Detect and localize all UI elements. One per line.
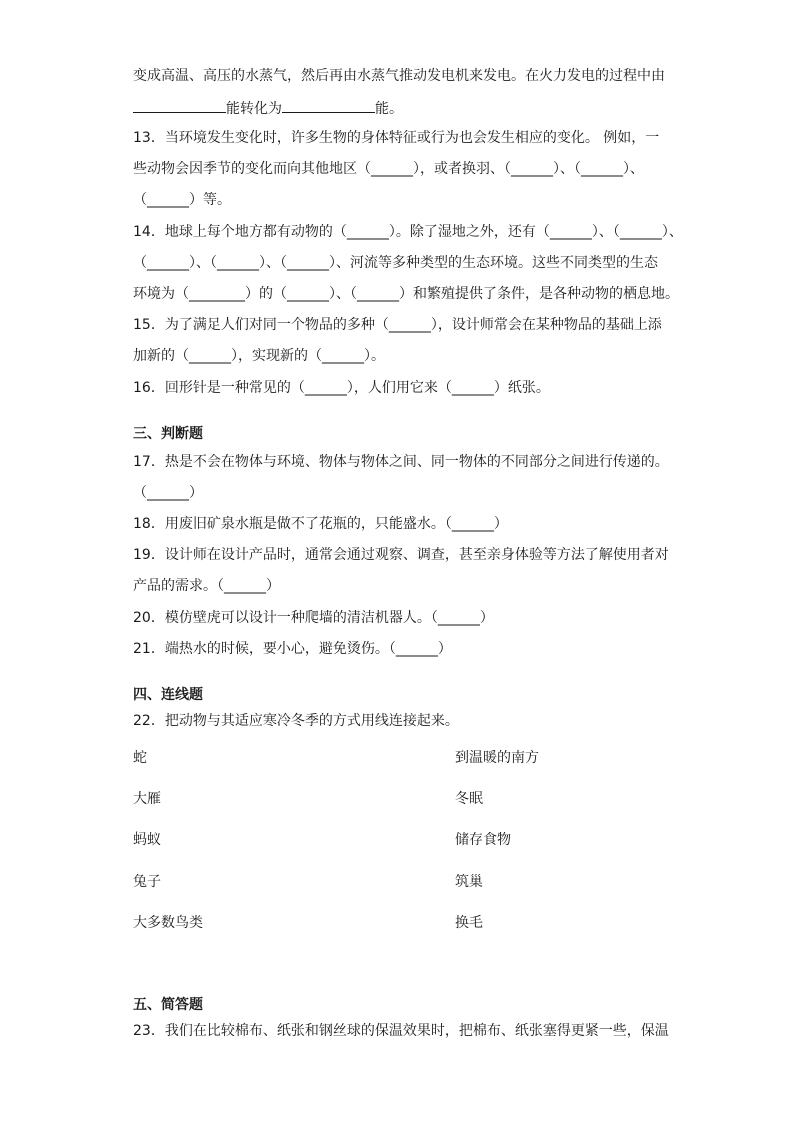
match-right-item[interactable]: 换毛	[455, 915, 483, 931]
question-line: 22．把动物与其适应寒冷冬季的方式用线连接起来。	[133, 713, 459, 729]
question-line: 产品的需求。（______）	[133, 578, 280, 594]
question-line: 23．我们在比较棉布、纸张和钢丝球的保温效果时，把棉布、纸张塞得更紧一些，保温	[133, 1023, 669, 1039]
answer-blank[interactable]	[282, 97, 375, 113]
question-line: （______）、（______）、（______）、河流等多种类型的生态环境。这些不同类型的生态	[133, 255, 658, 271]
question-line: 环境为（________）的（______）、（______）和繁殖提供了条件，是各种动物的栖息地。	[133, 286, 679, 302]
match-left-item[interactable]: 蚂蚁	[133, 832, 161, 848]
match-left-item[interactable]: 兔子	[133, 874, 161, 890]
question-line: 16．回形针是一种常见的（______），人们用它来（______）纸张。	[133, 380, 550, 396]
match-right-item[interactable]: 到温暖的南方	[455, 750, 539, 766]
section-heading-short-answer: 五、简答题	[133, 997, 203, 1013]
question-line: 21．端热水的时候，要小心，避免烫伤。（______）	[133, 641, 452, 657]
question-line: （______）	[133, 485, 203, 501]
question-line: 15．为了满足人们对同一个物品的多种（______），设计师常会在某种物品的基础上添	[133, 317, 662, 333]
question-line: 20．模仿壁虎可以设计一种爬墙的清洁机器人。（______）	[133, 610, 494, 626]
question-line: 19．设计师在设计产品时，通常会通过观察、调查，甚至亲身体验等方法了解使用者对	[133, 547, 669, 563]
q12-mid-text: 能转化为	[226, 101, 282, 117]
question-line: （______）等。	[133, 192, 231, 208]
match-left-item[interactable]: 大雁	[133, 791, 161, 807]
question-line: 些动物会因季节的变化而向其他地区（______），或者换羽、（______）、（______）、	[133, 161, 644, 177]
q12-end-text: 能。	[375, 101, 403, 117]
match-left-item[interactable]: 蛇	[133, 750, 147, 766]
question-line: 加新的（______），实现新的（______）。	[133, 348, 385, 364]
q12-line-1: 变成高温、高压的水蒸气，然后再由水蒸气推动发电机来发电。在火力发电的过程中由	[133, 68, 665, 84]
match-right-item[interactable]: 冬眠	[455, 791, 483, 807]
question-line: 18．用废旧矿泉水瓶是做不了花瓶的，只能盛水。（______）	[133, 516, 508, 532]
q12-line-2	[133, 97, 403, 119]
match-left-item[interactable]: 大多数鸟类	[133, 915, 203, 931]
question-line: 13．当环境发生变化时，许多生物的身体特征或行为也会发生相应的变化。 例如，一	[133, 130, 660, 146]
answer-blank[interactable]	[133, 97, 226, 113]
section-heading-true-false: 三、判断题	[133, 426, 203, 442]
question-line: 14．地球上每个地方都有动物的（______）。除了湿地之外，还有（______）、（______）、	[133, 224, 683, 240]
question-line: 17．热是不会在物体与环境、物体与物体之间、同一物体的不同部分之间进行传递的。	[133, 454, 669, 470]
match-right-item[interactable]: 储存食物	[455, 832, 511, 848]
section-heading-matching: 四、连线题	[133, 687, 203, 703]
match-right-item[interactable]: 筑巢	[455, 874, 483, 890]
